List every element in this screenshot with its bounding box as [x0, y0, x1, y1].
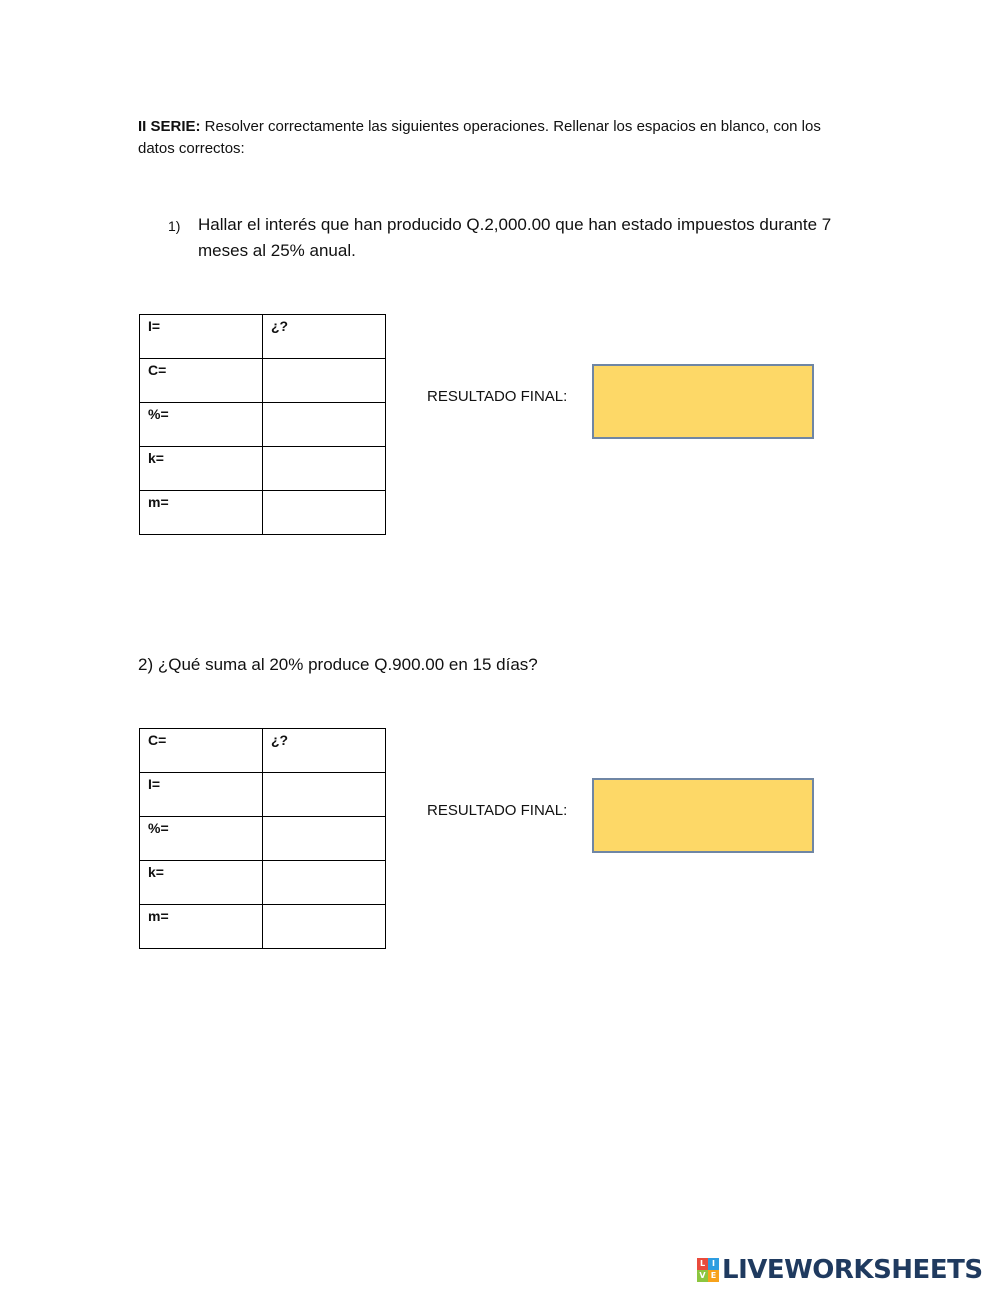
- table-row: [140, 359, 386, 403]
- row-label: C=: [140, 729, 263, 773]
- liveworksheets-logo: [697, 1256, 983, 1284]
- answer-input[interactable]: [263, 905, 385, 948]
- row-label: %=: [140, 403, 263, 447]
- problem-2-table: [139, 728, 386, 949]
- logo-text: LIVEWORKSHEETS: [722, 1255, 983, 1285]
- instructions-text: Resolver correctamente las siguientes operaciones. Rellenar los espacios en blanco, con los datos correctos:: [138, 118, 821, 157]
- result-label: RESULTADO FINAL:: [427, 802, 568, 819]
- table-row: [140, 861, 386, 905]
- answer-cell: [263, 403, 386, 447]
- row-label: I=: [140, 315, 263, 359]
- row-label: %=: [140, 817, 263, 861]
- answer-input[interactable]: [263, 861, 385, 904]
- row-label: k=: [140, 447, 263, 491]
- table-row: [140, 403, 386, 447]
- table-row: [140, 773, 386, 817]
- answer-cell: [263, 817, 386, 861]
- table-row: [140, 905, 386, 949]
- problem-2-text: 2) ¿Qué suma al 20% produce Q.900.00 en 15 días?: [138, 655, 538, 674]
- problem-1-text: Hallar el interés que han producido Q.2,000.00 que han estado impuestos durante 7 meses al 25% anual.: [198, 215, 832, 260]
- problem-1-number: 1): [168, 218, 181, 234]
- answer-cell: [263, 359, 386, 403]
- answer-input[interactable]: [263, 447, 385, 490]
- live-tiles-icon: [697, 1258, 719, 1282]
- answer-input[interactable]: [263, 817, 385, 860]
- instructions: [138, 116, 858, 160]
- row-label: C=: [140, 359, 263, 403]
- table-row: [140, 315, 386, 359]
- answer-cell: [263, 905, 386, 949]
- row-label: m=: [140, 491, 263, 535]
- table-row: [140, 729, 386, 773]
- instructions-label: II SERIE:: [138, 118, 201, 135]
- table-row: [140, 817, 386, 861]
- row-label: m=: [140, 905, 263, 949]
- row-value: ¿?: [263, 729, 386, 773]
- answer-input[interactable]: [263, 403, 385, 446]
- table-row: [140, 491, 386, 535]
- logo-tile: I: [708, 1258, 719, 1270]
- result-input[interactable]: [592, 778, 814, 853]
- answer-cell: [263, 447, 386, 491]
- answer-input[interactable]: [263, 773, 385, 816]
- table-row: [140, 447, 386, 491]
- row-label: k=: [140, 861, 263, 905]
- row-label: I=: [140, 773, 263, 817]
- problem-1-table: [139, 314, 386, 535]
- answer-cell: [263, 773, 386, 817]
- result-label: RESULTADO FINAL:: [427, 388, 568, 405]
- answer-input[interactable]: [263, 491, 385, 534]
- answer-cell: [263, 491, 386, 535]
- answer-cell: [263, 861, 386, 905]
- logo-tile: L: [697, 1258, 708, 1270]
- row-value: ¿?: [263, 315, 386, 359]
- answer-input[interactable]: [263, 359, 385, 402]
- result-input[interactable]: [592, 364, 814, 439]
- logo-tile: V: [697, 1270, 708, 1282]
- logo-tile: E: [708, 1270, 719, 1282]
